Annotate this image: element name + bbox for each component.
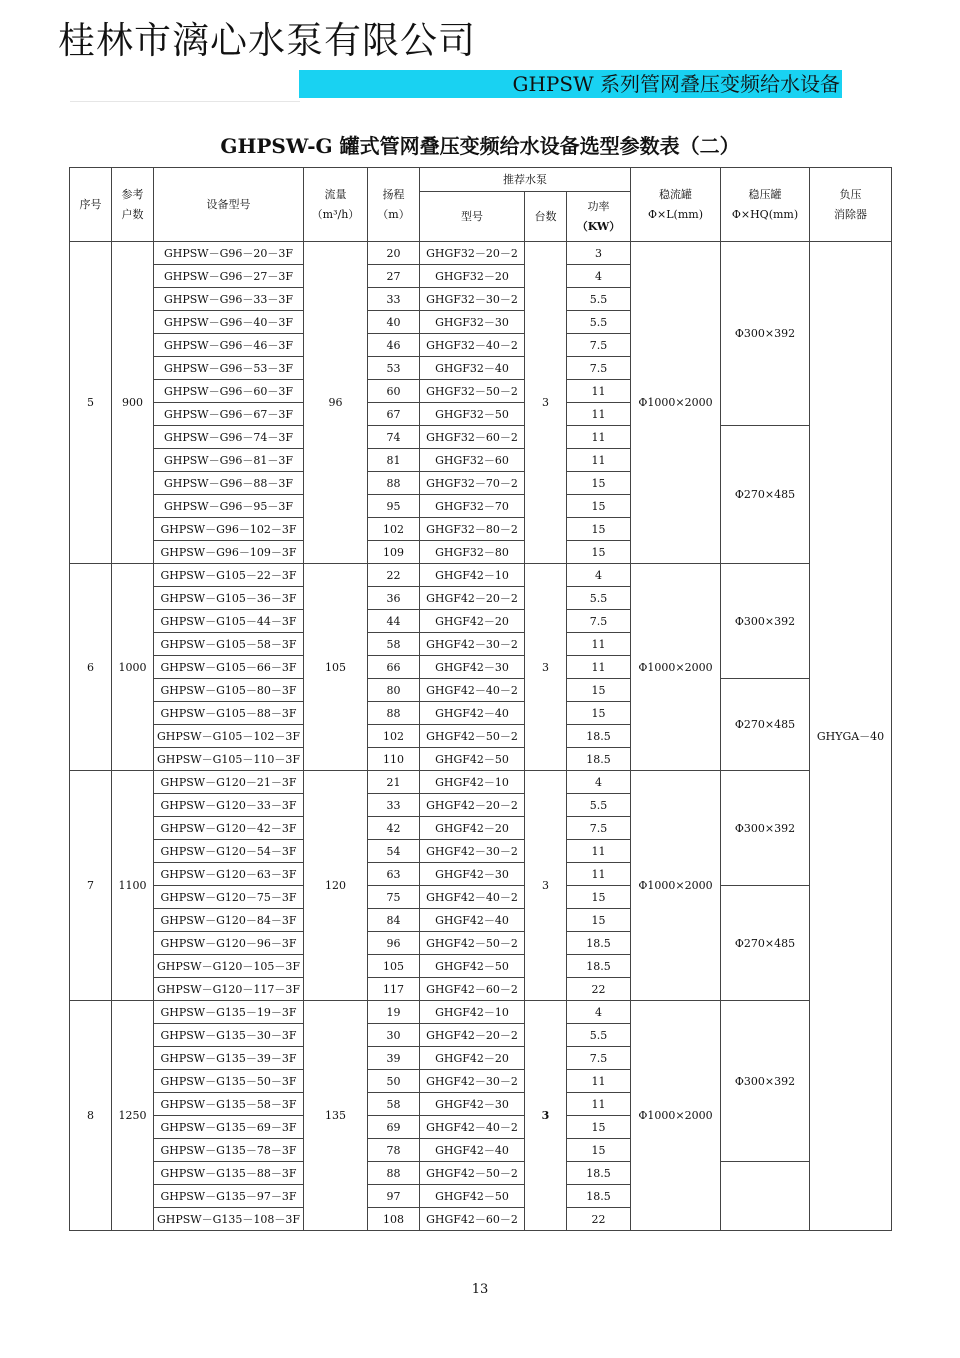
cell-seq: 5 [70,242,112,564]
cell-head: 66 [368,656,420,679]
table-row [70,564,892,587]
cell-head: 80 [368,679,420,702]
cell-power: 7.5 [567,817,631,840]
cell-power: 11 [567,656,631,679]
cell-pump-model: GHGF32－30－2 [420,288,525,311]
cell-head: 88 [368,472,420,495]
cell-model: GHPSW－G96－74－3F [154,426,304,449]
cell-power: 5.5 [567,794,631,817]
cell-power: 4 [567,1001,631,1024]
cell-pump-model: GHGF42－20－2 [420,587,525,610]
header-flow-line1: 流量 [324,187,347,201]
cell-model: GHPSW－G120－84－3F [154,909,304,932]
page-number: 13 [471,1282,489,1297]
header-households [112,168,154,242]
cell-power: 7.5 [567,334,631,357]
cell-model: GHPSW－G135－58－3F [154,1093,304,1116]
cell-model: GHPSW－G96－95－3F [154,495,304,518]
cell-pump-model: GHGF42－40－2 [420,679,525,702]
cell-model: GHPSW－G105－88－3F [154,702,304,725]
cell-power: 15 [567,472,631,495]
cell-model: GHPSW－G96－88－3F [154,472,304,495]
cell-head: 63 [368,863,420,886]
cell-head: 95 [368,495,420,518]
header-head-line2: （m） [377,207,410,221]
header-head-line1: 扬程 [382,187,405,201]
cell-power: 18.5 [567,1162,631,1185]
cell-households: 1000 [112,564,154,771]
header-households-line2: 户数 [121,207,144,221]
header-negative-pressure-line2: 消除器 [834,207,867,221]
cell-power: 22 [567,1208,631,1231]
cell-pump-model: GHGF32－80－2 [420,518,525,541]
cell-pump-model: GHGF42－10 [420,771,525,794]
cell-pump-model: GHGF32－80 [420,541,525,564]
cell-head: 27 [368,265,420,288]
cell-model: GHPSW－G105－22－3F [154,564,304,587]
cell-seq: 6 [70,564,112,771]
header-pressure-tank [721,168,810,242]
cell-power: 15 [567,541,631,564]
cell-power: 7.5 [567,1047,631,1070]
header-pump-count: 台数 [525,192,567,242]
table-row [70,679,892,702]
cell-model: GHPSW－G105－102－3F [154,725,304,748]
cell-pump-count: 3 [525,564,567,771]
cell-head: 78 [368,1139,420,1162]
header-power-line2: （KW） [576,219,621,233]
cell-model: GHPSW－G96－67－3F [154,403,304,426]
cell-model: GHPSW－G105－44－3F [154,610,304,633]
table-title: GHPSW-G 罐式管网叠压变频给水设备选型参数表（二） [220,134,740,158]
header-head [368,168,420,242]
cell-head: 74 [368,426,420,449]
cell-model: GHPSW－G96－46－3F [154,334,304,357]
cell-pump-model: GHGF42－40－2 [420,886,525,909]
cell-head: 33 [368,794,420,817]
cell-model: GHPSW－G96－60－3F [154,380,304,403]
cell-head: 22 [368,564,420,587]
cell-head: 39 [368,1047,420,1070]
cell-head: 75 [368,886,420,909]
cell-pump-model: GHGF42－50 [420,955,525,978]
cell-head: 44 [368,610,420,633]
cell-head: 108 [368,1208,420,1231]
cell-head: 21 [368,771,420,794]
cell-power: 11 [567,1093,631,1116]
cell-power: 15 [567,1139,631,1162]
cell-pump-model: GHGF42－40 [420,702,525,725]
cell-pump-model: GHGF42－50－2 [420,725,525,748]
cell-model: GHPSW－G105－66－3F [154,656,304,679]
cell-flow: 105 [304,564,368,771]
cell-stabilizer: Φ1000×2000 [631,771,721,1001]
cell-power: 15 [567,495,631,518]
cell-pump-model: GHGF42－30 [420,656,525,679]
cell-model: GHPSW－G135－108－3F [154,1208,304,1231]
cell-model: GHPSW－G120－21－3F [154,771,304,794]
header-negative-pressure [810,168,892,242]
cell-model: GHPSW－G135－50－3F [154,1070,304,1093]
cell-power: 18.5 [567,748,631,771]
cell-model: GHPSW－G120－75－3F [154,886,304,909]
cell-head: 30 [368,1024,420,1047]
cell-head: 54 [368,840,420,863]
cell-model: GHPSW－G105－110－3F [154,748,304,771]
cell-model: GHPSW－G135－97－3F [154,1185,304,1208]
cell-power: 15 [567,909,631,932]
cell-power: 7.5 [567,610,631,633]
cell-stabilizer: Φ1000×2000 [631,1001,721,1231]
cell-power: 15 [567,679,631,702]
cell-head: 105 [368,955,420,978]
cell-head: 58 [368,633,420,656]
cell-power: 11 [567,449,631,472]
cell-head: 40 [368,311,420,334]
table-header [70,168,892,242]
cell-head: 81 [368,449,420,472]
cell-head: 67 [368,403,420,426]
cell-pump-model: GHGF32－70 [420,495,525,518]
cell-flow: 120 [304,771,368,1001]
cell-pump-model: GHGF42－10 [420,564,525,587]
header-stabilizer-line1: 稳流罐 [659,187,692,201]
cell-model: GHPSW－G96－20－3F [154,242,304,265]
cell-head: 42 [368,817,420,840]
cell-power: 11 [567,1070,631,1093]
cell-model: GHPSW－G135－30－3F [154,1024,304,1047]
header-divider [70,101,300,102]
cell-pump-model: GHGF42－10 [420,1001,525,1024]
cell-power: 4 [567,265,631,288]
cell-power: 3 [567,242,631,265]
cell-pressure-tank: Φ300×392 [721,242,810,426]
cell-power: 11 [567,380,631,403]
cell-pump-model: GHGF42－50 [420,1185,525,1208]
cell-households: 1100 [112,771,154,1001]
cell-model: GHPSW－G120－54－3F [154,840,304,863]
table-row [70,886,892,909]
cell-head: 36 [368,587,420,610]
header-households-line1: 参考 [121,187,144,201]
cell-model: GHPSW－G96－109－3F [154,541,304,564]
cell-pump-count: 3 [525,242,567,564]
cell-power: 15 [567,1116,631,1139]
cell-head: 50 [368,1070,420,1093]
cell-head: 19 [368,1001,420,1024]
cell-pressure-tank: Φ270×485 [721,679,810,771]
selection-parameter-table [69,167,892,1231]
cell-pump-model: GHGF42－30－2 [420,840,525,863]
cell-model: GHPSW－G135－88－3F [154,1162,304,1185]
cell-head: 20 [368,242,420,265]
cell-model: GHPSW－G120－117－3F [154,978,304,1001]
cell-pump-model: GHGF32－30 [420,311,525,334]
cell-seq: 7 [70,771,112,1001]
cell-model: GHPSW－G120－42－3F [154,817,304,840]
cell-pump-model: GHGF32－20－2 [420,242,525,265]
cell-negative-pressure: GHYGA－40 [810,242,892,1231]
header-flow [304,168,368,242]
cell-head: 88 [368,702,420,725]
cell-head: 117 [368,978,420,1001]
cell-pump-model: GHGF42－30－2 [420,633,525,656]
cell-households: 1250 [112,1001,154,1231]
cell-power: 18.5 [567,932,631,955]
cell-model: GHPSW－G105－58－3F [154,633,304,656]
cell-pump-model: GHGF42－20－2 [420,794,525,817]
cell-power: 11 [567,426,631,449]
cell-model: GHPSW－G96－102－3F [154,518,304,541]
cell-pressure-tank: Φ270×485 [721,886,810,1001]
cell-pressure-tank: Φ300×392 [721,1001,810,1162]
cell-pressure-tank: Φ300×392 [721,771,810,886]
cell-power: 5.5 [567,1024,631,1047]
cell-flow: 135 [304,1001,368,1231]
cell-power: 11 [567,840,631,863]
cell-power: 11 [567,633,631,656]
cell-model: GHPSW－G135－19－3F [154,1001,304,1024]
cell-power: 5.5 [567,587,631,610]
cell-head: 102 [368,518,420,541]
cell-pump-model: GHGF32－60 [420,449,525,472]
header-pressure-tank-line2: Φ×HQ(mm) [731,207,799,221]
table-row [70,426,892,449]
cell-pump-model: GHGF32－50－2 [420,380,525,403]
cell-power: 15 [567,702,631,725]
cell-pump-model: GHGF32－60－2 [420,426,525,449]
cell-pump-model: GHGF42－40 [420,1139,525,1162]
cell-model: GHPSW－G96－40－3F [154,311,304,334]
cell-head: 102 [368,725,420,748]
cell-flow: 96 [304,242,368,564]
cell-head: 53 [368,357,420,380]
cell-pump-model: GHGF32－70－2 [420,472,525,495]
cell-pump-model: GHGF42－20 [420,610,525,633]
cell-power: 5.5 [567,311,631,334]
cell-head: 58 [368,1093,420,1116]
cell-pump-model: GHGF42－60－2 [420,978,525,1001]
cell-pump-model: GHGF42－60－2 [420,1208,525,1231]
table-body [70,242,892,1231]
cell-pump-count: 3 [525,1001,567,1231]
cell-pump-model: GHGF32－20 [420,265,525,288]
cell-pump-model: GHGF32－50 [420,403,525,426]
cell-power: 4 [567,564,631,587]
cell-pump-model: GHGF42－40－2 [420,1116,525,1139]
table-row [70,1001,892,1024]
cell-head: 88 [368,1162,420,1185]
cell-head: 97 [368,1185,420,1208]
cell-power: 11 [567,863,631,886]
cell-model: GHPSW－G120－96－3F [154,932,304,955]
cell-head: 46 [368,334,420,357]
cell-model: GHPSW－G96－27－3F [154,265,304,288]
cell-pressure-tank: Φ300×392 [721,564,810,679]
cell-model: GHPSW－G96－33－3F [154,288,304,311]
cell-pump-model: GHGF42－30－2 [420,1070,525,1093]
cell-model: GHPSW－G96－81－3F [154,449,304,472]
cell-power: 15 [567,886,631,909]
cell-model: GHPSW－G120－105－3F [154,955,304,978]
cell-pump-model: GHGF32－40－2 [420,334,525,357]
header-model: 设备型号 [154,168,304,242]
header-stabilizer-line2: Φ×L(mm) [648,207,703,221]
cell-pump-model: GHGF42－50－2 [420,932,525,955]
header-pump-model: 型号 [420,192,525,242]
cell-pump-model: GHGF42－50 [420,748,525,771]
cell-stabilizer: Φ1000×2000 [631,564,721,771]
company-name: 桂林市漓心水泵有限公司 [58,19,476,62]
cell-head: 110 [368,748,420,771]
cell-pump-model: GHGF42－40 [420,909,525,932]
cell-head: 84 [368,909,420,932]
header-seq: 序号 [70,168,112,242]
header-stabilizer [631,168,721,242]
cell-pump-model: GHGF42－50－2 [420,1162,525,1185]
cell-seq: 8 [70,1001,112,1231]
cell-model: GHPSW－G105－80－3F [154,679,304,702]
header-pump-group: 推荐水泵 [420,168,631,192]
cell-head: 96 [368,932,420,955]
cell-model: GHPSW－G96－53－3F [154,357,304,380]
cell-power: 11 [567,403,631,426]
table-row [70,242,892,265]
cell-power: 18.5 [567,725,631,748]
series-banner: GHPSW 系列管网叠压变频给水设备 [299,70,842,98]
cell-pressure-tank [721,1162,810,1231]
cell-power: 7.5 [567,357,631,380]
cell-pressure-tank: Φ270×485 [721,426,810,564]
cell-households: 900 [112,242,154,564]
cell-power: 15 [567,518,631,541]
cell-power: 18.5 [567,955,631,978]
cell-power: 22 [567,978,631,1001]
cell-pump-model: GHGF32－40 [420,357,525,380]
header-power-line1: 功率 [587,199,610,213]
cell-pump-count: 3 [525,771,567,1001]
cell-model: GHPSW－G135－69－3F [154,1116,304,1139]
cell-pump-model: GHGF42－20 [420,817,525,840]
cell-head: 109 [368,541,420,564]
cell-power: 5.5 [567,288,631,311]
cell-head: 60 [368,380,420,403]
header-power [567,192,631,242]
cell-model: GHPSW－G135－39－3F [154,1047,304,1070]
header-pressure-tank-line1: 稳压罐 [748,187,782,201]
table-row [70,771,892,794]
cell-pump-model: GHGF42－30 [420,863,525,886]
header-negative-pressure-line1: 负压 [839,187,862,201]
table-row [70,1162,892,1185]
cell-pump-model: GHGF42－30 [420,1093,525,1116]
header-flow-line2: （m³/h） [311,207,360,221]
cell-power: 18.5 [567,1185,631,1208]
cell-power: 4 [567,771,631,794]
cell-model: GHPSW－G105－36－3F [154,587,304,610]
cell-head: 69 [368,1116,420,1139]
cell-model: GHPSW－G120－33－3F [154,794,304,817]
cell-pump-model: GHGF42－20 [420,1047,525,1070]
cell-stabilizer: Φ1000×2000 [631,242,721,564]
cell-pump-model: GHGF42－20－2 [420,1024,525,1047]
cell-model: GHPSW－G120－63－3F [154,863,304,886]
cell-head: 33 [368,288,420,311]
cell-model: GHPSW－G135－78－3F [154,1139,304,1162]
